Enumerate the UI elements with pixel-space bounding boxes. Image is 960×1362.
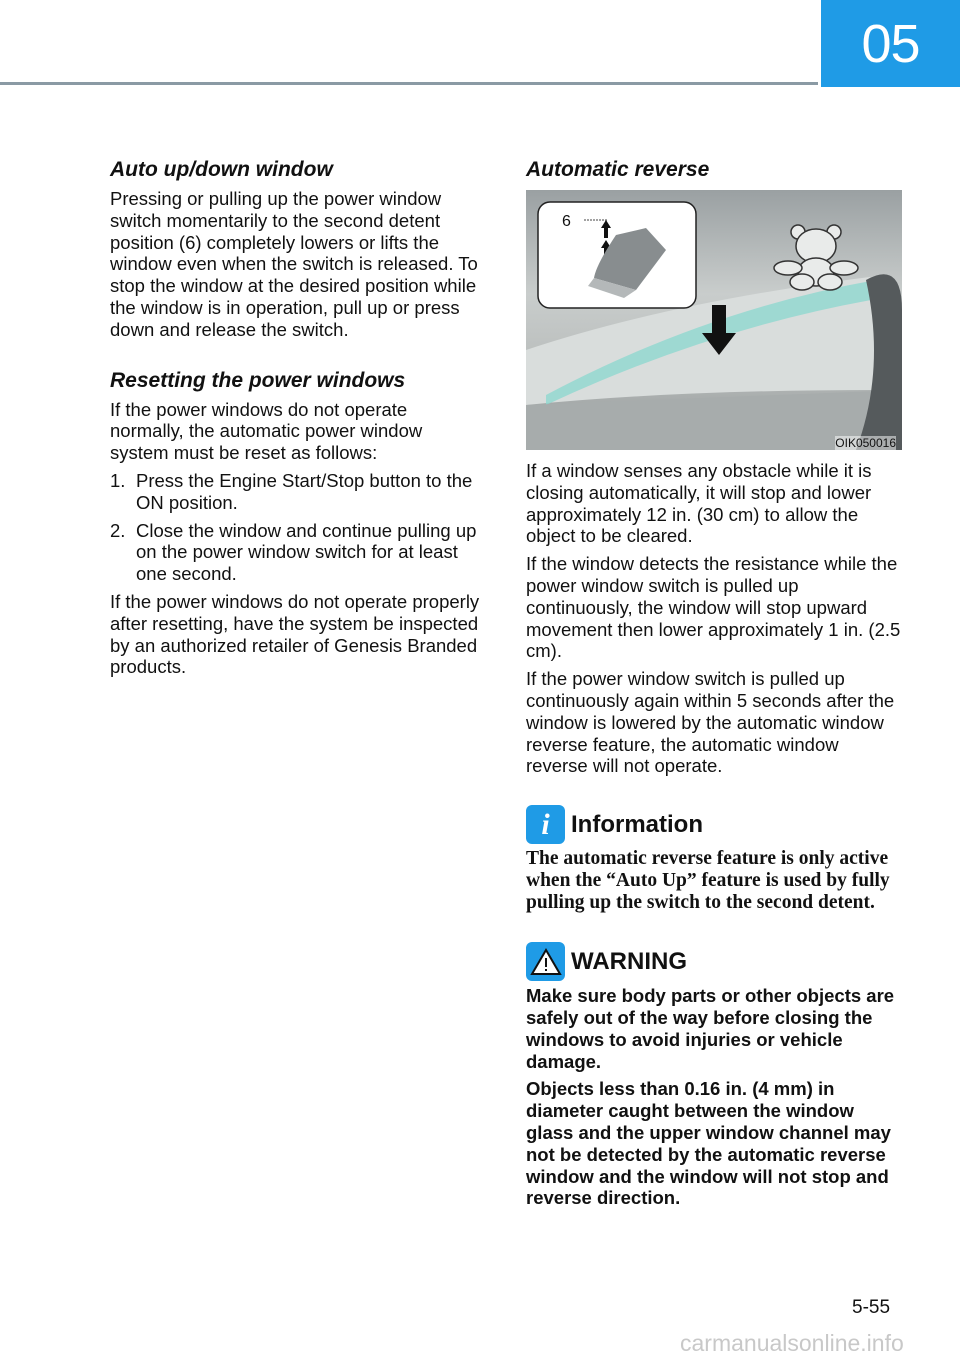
auto-reverse-heading: Automatic reverse bbox=[526, 158, 710, 181]
info-icon: i bbox=[526, 805, 565, 844]
step-text: Press the Engine Start/Stop button to the ON position. bbox=[136, 469, 473, 513]
reset-heading: Resetting the power windows bbox=[110, 368, 406, 392]
illustration-drawing bbox=[526, 190, 902, 450]
information-title: Information bbox=[571, 810, 703, 838]
reverse-para-2: If the window detects the resistance while the power window switch is pulled up continuously, the window will stop upward movement then lower approximately 1 in. (2.5 cm). bbox=[526, 553, 901, 662]
information-box bbox=[526, 805, 901, 914]
warning-title: WARNING bbox=[571, 947, 687, 975]
step-number: 1. bbox=[110, 469, 126, 491]
watermark: carmanualsonline.info bbox=[680, 1330, 904, 1356]
warning-para-1: Make sure body parts or other objects are safely out of the way before closing the windows to avoid injuries or vehicle damage. bbox=[526, 985, 895, 1072]
reset-steps bbox=[110, 470, 485, 585]
figure-code: OIK050016 bbox=[835, 436, 896, 450]
reset-outro: If the power windows do not operate properly after resetting, have the system be inspected by an authorized retailer of Genesis Branded products. bbox=[110, 590, 480, 678]
reverse-para-1: If a window senses any obstacle while it is closing automatically, it will stop and lower approximately 12 in. (30 cm) to allow the object to be cleared. bbox=[526, 460, 872, 547]
left-column bbox=[110, 158, 485, 684]
auto-updown-text: Pressing or pulling up the power window switch momentarily to the second detent position (6) completely lowers or lifts the window even when the switch is released. To stop the window at the desired position while the window is in operation, pull up or press down and release the switch. bbox=[110, 188, 478, 340]
step-number: 2. bbox=[110, 519, 126, 541]
page-number: 5-55 bbox=[852, 1297, 891, 1318]
step-item bbox=[110, 470, 485, 514]
header-rule bbox=[0, 82, 818, 85]
detent-label: 6 bbox=[562, 213, 571, 230]
chapter-tab: 05 bbox=[821, 0, 960, 87]
right-column bbox=[526, 158, 901, 1215]
reset-intro: If the power windows do not operate normally, the automatic power window system must be reset as follows: bbox=[110, 398, 423, 464]
step-item bbox=[110, 520, 485, 585]
step-text: Close the window and continue pulling up on the power window switch for at least one second. bbox=[136, 519, 477, 585]
warning-box bbox=[526, 942, 901, 1209]
auto-updown-heading: Auto up/down window bbox=[110, 158, 333, 181]
information-text: The automatic reverse feature is only active when the “Auto Up” feature is used by fully pulling up the switch to the second detent. bbox=[526, 848, 890, 914]
window-illustration bbox=[526, 190, 902, 450]
reverse-para-3: If the power window switch is pulled up continuously again within 5 seconds after the window is lowered by the automatic window reverse feature, the automatic window reverse will not operate. bbox=[526, 668, 895, 777]
warning-icon bbox=[526, 942, 565, 981]
warning-para-2: Objects less than 0.16 in. (4 mm) in diameter caught between the window glass and the upper window channel may not be detected by the automatic reverse window and the window will not stop and reverse direction. bbox=[526, 1078, 891, 1209]
